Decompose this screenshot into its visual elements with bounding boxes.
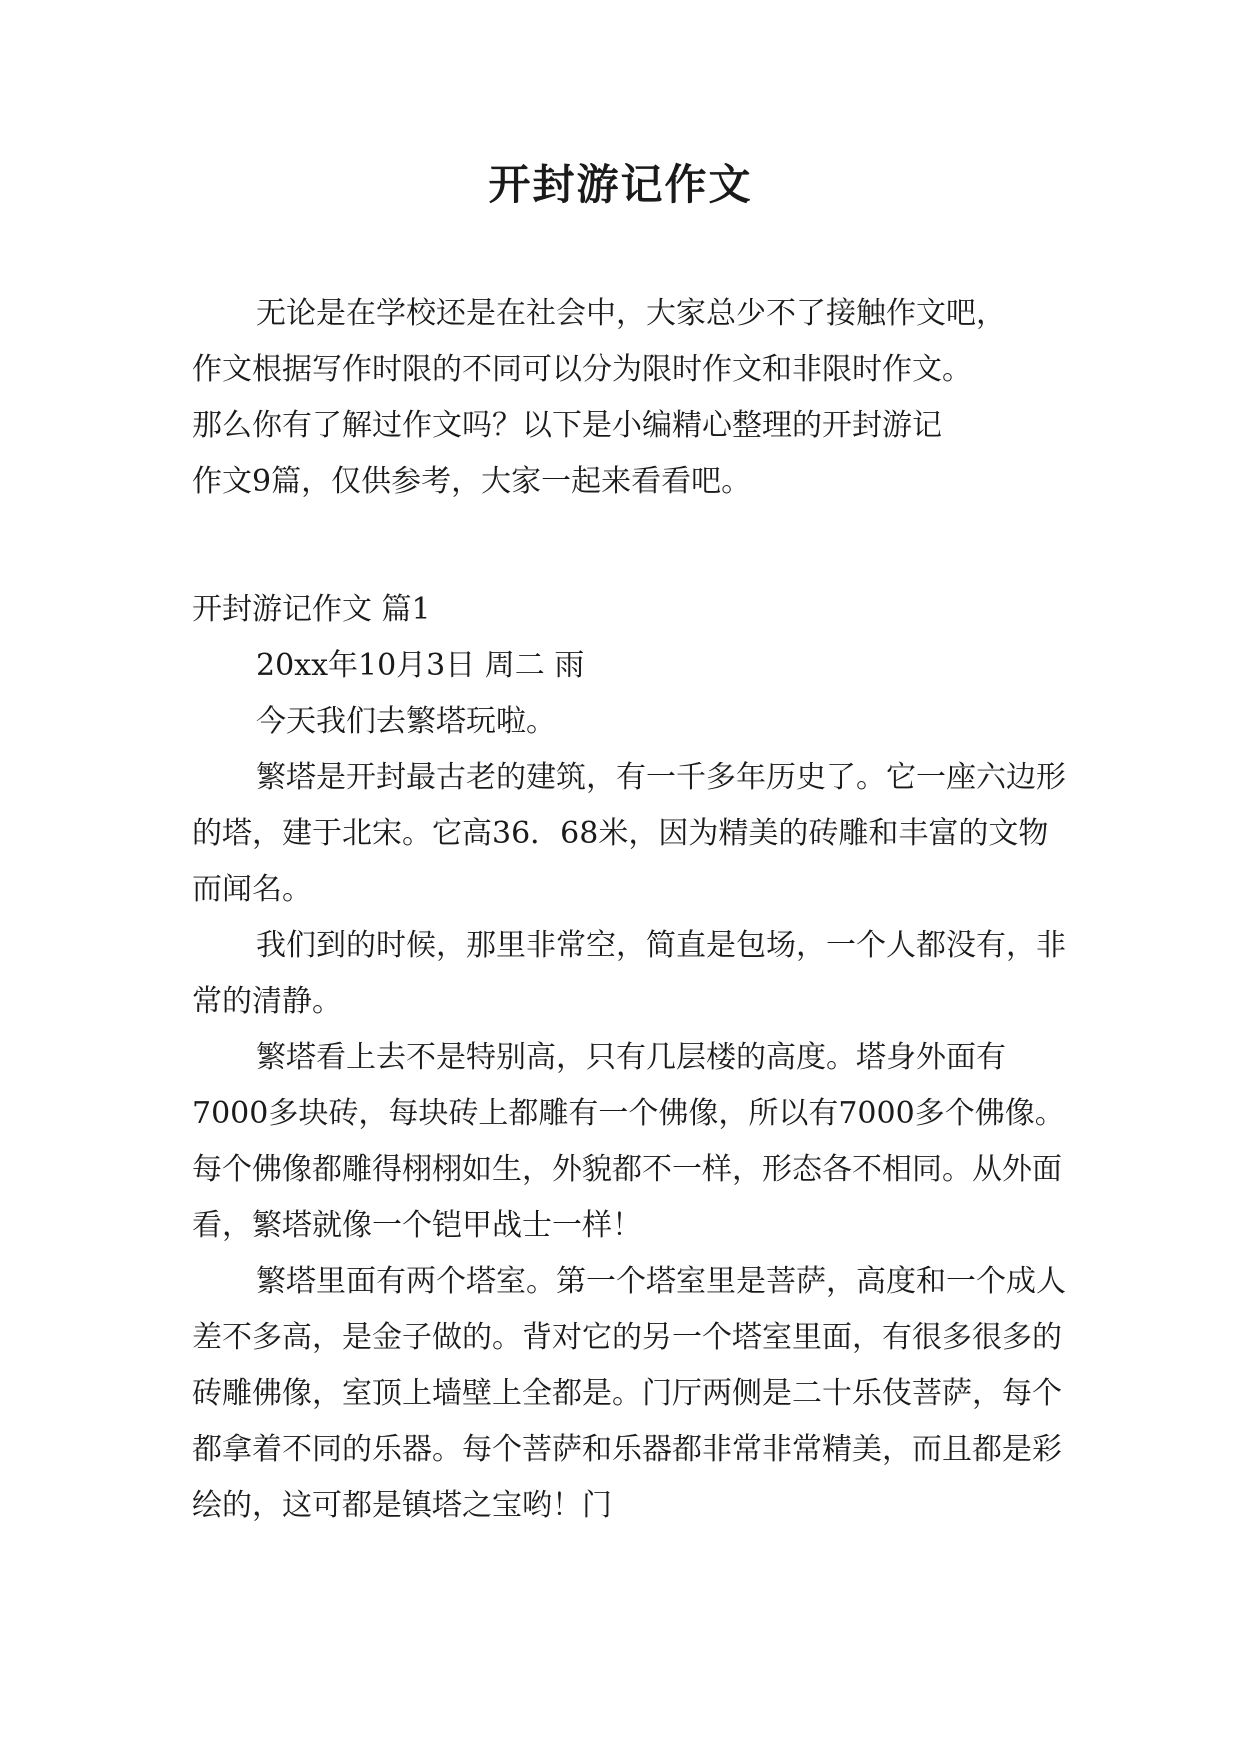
intro-line: 作文根据写作时限的不同可以分为限时作文和非限时作文。: [192, 352, 972, 387]
intro-line: 那么你有了解过作文吗？以下是小编精心整理的开封游记: [192, 408, 942, 443]
intro-line: 作文9篇，仅供参考，大家一起来看看吧。: [192, 464, 752, 499]
document-title: 开封游记作文: [488, 160, 753, 209]
body-paragraph: 繁塔是开封最古老的建筑，有一千多年历史了。它一座六边形的塔，建于北宋。它高36．68米，因为精美的砖雕和丰富的文物而闻名。: [192, 760, 1066, 907]
intro-line: 无论是在学校还是在社会中，大家总少不了接触作文吧，: [256, 296, 1006, 331]
intro-paragraph: [192, 286, 1072, 510]
body-paragraph: 今天我们去繁塔玩啦。: [256, 704, 556, 739]
date-line: 20xx年10月3日 周二 雨: [256, 648, 585, 683]
body-paragraph: 我们到的时候，那里非常空，简直是包场，一个人都没有，非常的清静。: [192, 928, 1066, 1019]
essay-body: [192, 582, 1072, 1534]
body-paragraph: 繁塔看上去不是特别高，只有几层楼的高度。塔身外面有7000多块砖，每块砖上都雕有一个佛像，所以有7000多个佛像。每个佛像都雕得栩栩如生，外貌都不一样，形态各不相同。从外面看，繁塔就像一个铠甲战士一样！: [192, 1040, 1065, 1243]
section-heading: 开封游记作文 篇1: [192, 592, 431, 627]
body-paragraph: 繁塔里面有两个塔室。第一个塔室里是菩萨，高度和一个成人差不多高，是金子做的。背对它的另一个塔室里面，有很多很多的砖雕佛像，室顶上墙壁上全都是。门厅两侧是二十乐伎菩萨，每个都拿着不同的乐器。每个菩萨和乐器都非常非常精美，而且都是彩绘的，这可都是镇塔之宝哟！门: [192, 1264, 1066, 1523]
